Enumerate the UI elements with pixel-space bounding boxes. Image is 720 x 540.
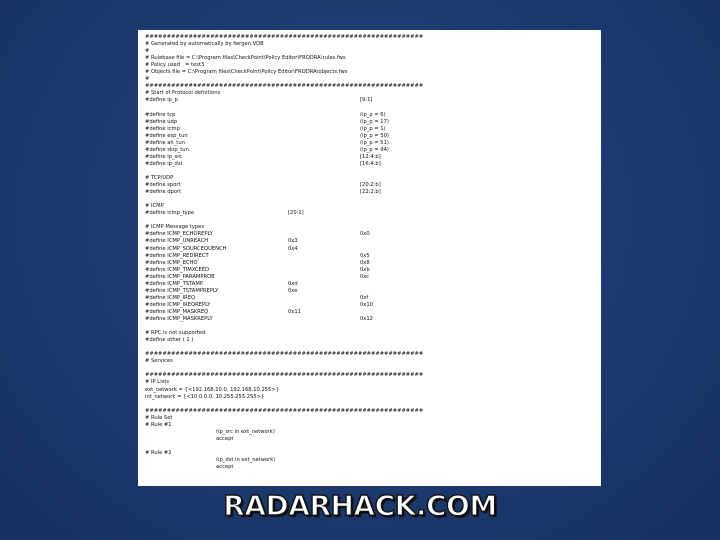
code-line: # Start of Protocol defnitions <box>145 90 221 97</box>
code-value: [12:4:b] <box>360 153 381 160</box>
code-line: # TCP/UDP <box>145 175 174 181</box>
code-line: # Rule #1 <box>145 421 172 428</box>
code-line: #define skip_tun <box>145 146 189 153</box>
code-value: 0x0 <box>360 231 370 238</box>
code-line: #define ICMP_PARAMPROB <box>145 273 215 280</box>
code-value: (ip_p = 17) <box>360 118 389 125</box>
site-logo: RADARHACK.COM <box>223 489 497 522</box>
code-line: #define tcp <box>145 111 176 118</box>
code-line: #define ip_dst <box>145 160 183 167</box>
code-line: #define udp <box>145 118 178 125</box>
code-line: # IP Lists <box>145 379 170 386</box>
code-line: # Policy used = test3 <box>145 62 205 69</box>
code-line: #define sport <box>145 182 181 189</box>
code-line: #define ICMP_REDIRECT <box>145 252 209 259</box>
code-value: [20:1] <box>288 210 304 217</box>
code-line: # ICMP <box>145 203 164 210</box>
code-line: #define ICMP_ECHO <box>145 259 198 266</box>
code-line: #define ICMP_IREQ <box>145 294 196 301</box>
code-value: (ip_p = 50) <box>360 132 389 139</box>
code-value: [20:2:b] <box>360 182 381 189</box>
code-line: #define dport <box>145 189 182 196</box>
code-line: # <box>145 76 150 83</box>
code-line: #define ICMP_SOURCEQUENCH <box>145 245 227 252</box>
code-value: 0xe <box>288 287 298 294</box>
code-value: 0x12 <box>360 316 373 322</box>
code-value: 0xb <box>360 266 370 273</box>
code-line: #define ICMP_TSTAMPREPLY <box>145 287 219 294</box>
code-line: # Rule Set <box>145 414 173 421</box>
document-page <box>138 30 601 486</box>
code-line: # RPC is not supported <box>145 330 206 337</box>
code-line: int_network = {<10.0.0.0, 10.255.255.255>} <box>145 393 265 400</box>
code-value: 0xd <box>288 280 298 287</box>
code-value: 0x10 <box>360 301 373 308</box>
code-line: #define ah_tun <box>145 139 185 146</box>
code-line: ext_network = {<192.168.10.0, 192.168.10.255>} <box>145 386 280 393</box>
code-line: ################################################################ <box>145 407 424 414</box>
code-line: # <box>145 48 150 55</box>
code-value: 0xc <box>360 273 370 280</box>
code-line: # Rule #2 <box>145 449 172 456</box>
rulebase-listing <box>138 30 601 486</box>
code-line: # Services <box>145 358 173 365</box>
code-line: ################################################################ <box>145 83 424 90</box>
code-value: 0x4 <box>288 245 298 252</box>
code-line: #define ICMP_MASKREQ <box>145 308 209 315</box>
code-value: [22:2:b] <box>360 189 381 196</box>
code-line: #define ICMP_MASKREPLY <box>145 316 213 322</box>
code-value: 0xf <box>360 294 369 301</box>
code-indented-line: (ip_dst in ext_network) <box>216 457 276 463</box>
code-line: ################################################################ <box>145 351 424 358</box>
code-value: (ip_p = 94) <box>360 146 389 153</box>
code-value: (ip_p = 6) <box>360 111 386 118</box>
code-line: #define ICMP_IREQREPLY <box>145 301 211 308</box>
code-value: 0x11 <box>288 308 301 315</box>
code-value: 0x5 <box>360 252 370 259</box>
code-line: # Generated by automatically by fwrgen.VOB <box>145 41 264 48</box>
code-line: #define other ( 1 ) <box>145 337 194 344</box>
code-value: (ip_p = 1) <box>360 125 386 132</box>
code-line: #define icmp_type <box>145 210 195 217</box>
code-line: #define icmp <box>145 125 180 132</box>
code-line: #define esp_tun <box>145 132 188 139</box>
code-value: (ip_p = 51) <box>360 139 389 146</box>
code-value: 0x3 <box>288 238 298 245</box>
code-line: ################################################################ <box>145 372 424 379</box>
code-indented-line: accept <box>216 435 234 442</box>
code-value: [16:4:b] <box>360 160 381 167</box>
code-line: # Objects file = C:\Program files\CheckPoint\Policy Editor\FRODRA\objects.fws <box>145 69 348 76</box>
code-line: #define ICMP_UNREACH <box>145 238 209 245</box>
code-indented-line: (ip_src in ext_network) <box>216 428 275 435</box>
code-value: [9:1] <box>360 97 373 104</box>
code-indented-line: accept <box>216 464 234 471</box>
code-value: 0x8 <box>360 259 370 266</box>
code-line: ################################################################ <box>145 34 424 40</box>
code-line: #define ICMP_ECHOREPLY <box>145 231 213 238</box>
code-line: # Rulebase file = C:\Program files\CheckPoint\Policy Editor\FRODRA\rules.fws <box>145 55 346 62</box>
code-line: #define ip_src <box>145 153 183 160</box>
code-line: #define ICMP_TIMXCEED <box>145 266 210 273</box>
code-line: #define ICMP_TSTAMP <box>145 280 203 287</box>
code-line: #define ip_p <box>145 97 178 104</box>
code-line: # ICMP Message types <box>145 224 205 231</box>
